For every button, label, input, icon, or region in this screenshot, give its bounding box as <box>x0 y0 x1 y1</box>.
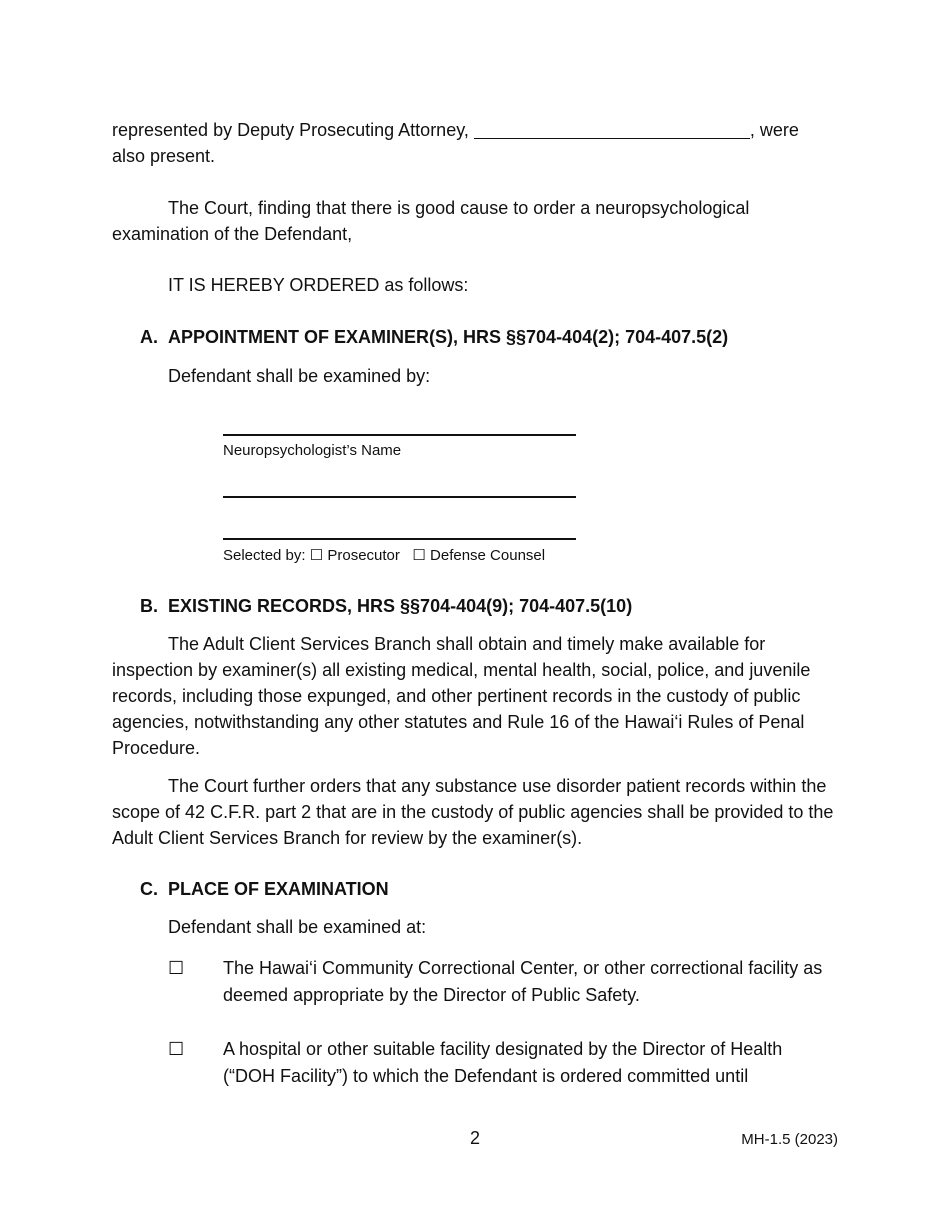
section-a-heading <box>140 324 728 350</box>
section-b-title: EXISTING RECORDS, HRS §§704-404(9); 704-407.5(10) <box>168 596 633 616</box>
intro-line1-prefix: represented by Deputy Prosecuting Attorney, <box>112 120 469 140</box>
correctional-center-option-text: The Hawai‘i Community Correctional Center, or other correctional facility as deemed appropriate by the Director of Public Safety. <box>223 958 823 1005</box>
defense-counsel-checkbox[interactable]: ☐ Defense Counsel <box>412 547 546 564</box>
section-b-paragraph-1: The Adult Client Services Branch shall obtain and timely make available for inspection by examiner(s) all existing medical, mental health, social, police, and juvenile records, including those expunged, and other pertinent records in the custody of public agencies, notwithstanding any other statutes and Rule 16 of the Hawai‘i Rules of Penal Procedure. <box>112 634 811 758</box>
section-b-letter: B. <box>140 596 158 616</box>
section-c-heading <box>140 876 389 902</box>
section-c-letter: C. <box>140 879 158 899</box>
selected-by-row <box>223 546 545 566</box>
section-c-title: PLACE OF EXAMINATION <box>168 879 389 899</box>
finding-paragraph: The Court, finding that there is good cause to order a neuropsychological examination of the Defendant, <box>112 198 750 244</box>
section-b-heading <box>140 593 632 619</box>
ordered-statement: IT IS HEREBY ORDERED as follows: <box>168 275 469 295</box>
intro-line1-suffix: , were <box>749 120 799 140</box>
doh-facility-checkbox[interactable]: ☐ <box>168 1039 185 1059</box>
doh-facility-option-text: A hospital or other suitable facility designated by the Director of Health (“DOH Facility”) to which the Defendant is ordered committed until <box>223 1039 783 1086</box>
prosecutor-checkbox[interactable]: ☐ Prosecutor <box>309 547 400 564</box>
section-b-paragraph-2: The Court further orders that any substance use disorder patient records within the scope of 42 C.F.R. part 2 that are in the custody of public agencies shall be provided to the Adult Client Services Branch for review by the examiner(s). <box>112 776 834 848</box>
correctional-center-checkbox[interactable]: ☐ <box>168 958 185 978</box>
page-number: 2 <box>469 1128 480 1148</box>
section-c-lead: Defendant shall be examined at: <box>168 917 427 937</box>
form-number: MH-1.5 (2023) <box>741 1131 838 1148</box>
selected-by-label: Selected by: <box>223 547 306 564</box>
selected-by-line[interactable] <box>223 538 576 540</box>
neuropsychologist-name-line[interactable] <box>223 434 576 436</box>
prosecutor-name-blank[interactable] <box>474 120 750 139</box>
neuropsychologist-name-label: Neuropsychologist’s Name <box>223 442 402 459</box>
second-examiner-line[interactable] <box>223 496 576 498</box>
section-a-letter: A. <box>140 327 158 347</box>
section-a-lead: Defendant shall be examined by: <box>168 366 431 386</box>
intro-paragraph <box>112 117 840 169</box>
section-a-title: APPOINTMENT OF EXAMINER(S), HRS §§704-404(2); 704-407.5(2) <box>168 327 729 347</box>
intro-line2: also present. <box>112 146 216 166</box>
